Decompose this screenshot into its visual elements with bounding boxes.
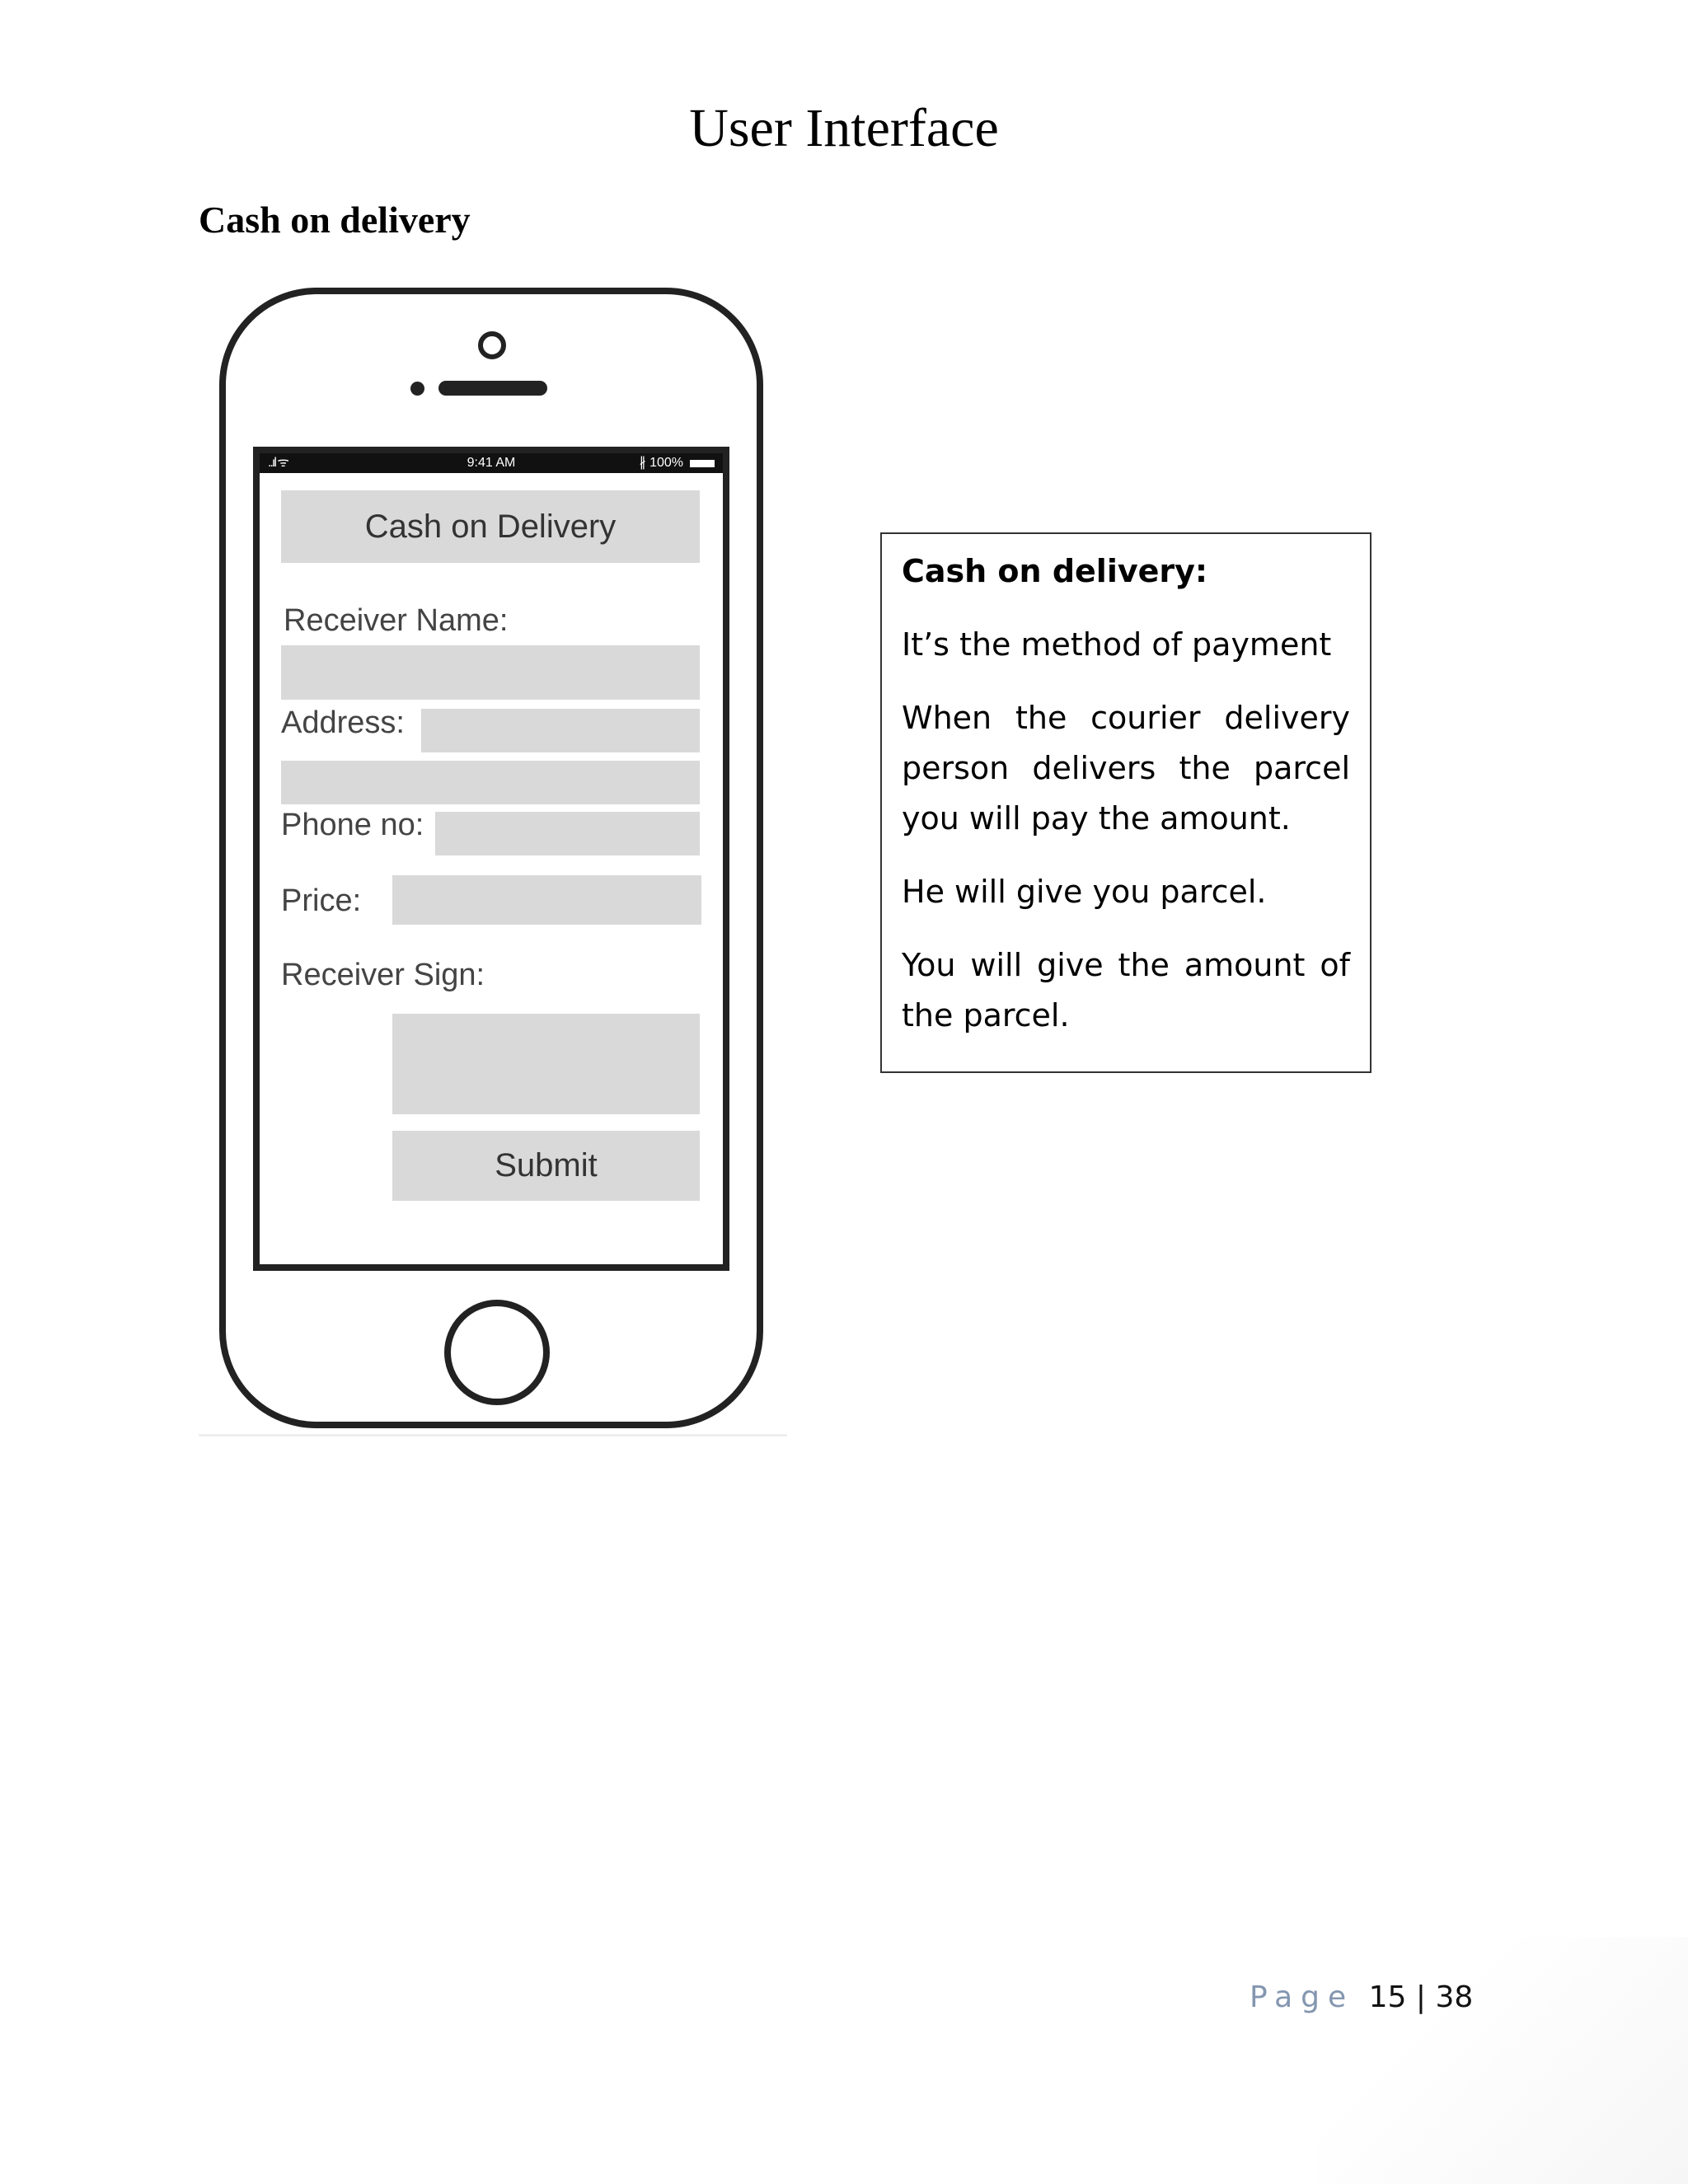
page-word: Page [1250, 1980, 1355, 2014]
page-corner-shade [1317, 1937, 1688, 2184]
battery-percent: ∦ 100% [639, 456, 683, 470]
phone-screen [253, 447, 729, 1271]
total-pages: 38 [1435, 1980, 1474, 2014]
address-input-line2[interactable] [281, 761, 700, 804]
battery-icon [690, 460, 715, 467]
receiver-sign-label: Receiver Sign: [281, 958, 485, 992]
page-title: User Interface [689, 98, 999, 158]
section-heading: Cash on delivery [199, 199, 471, 241]
address-input-line1[interactable] [421, 709, 700, 752]
speaker-icon [438, 381, 547, 396]
description-paragraph: He will give you parcel. [902, 874, 1267, 910]
status-time: 9:41 AM [467, 456, 516, 470]
app-header: Cash on Delivery [281, 490, 700, 563]
description-paragraph: You will give the amount of the parcel. [902, 947, 1350, 1033]
camera-icon [478, 331, 506, 359]
description-paragraph: It’s the method of payment [902, 626, 1332, 663]
status-bar [260, 453, 723, 473]
price-input[interactable] [392, 875, 701, 925]
receiver-name-label: Receiver Name: [284, 603, 509, 638]
page-separator: | [1415, 1980, 1427, 2014]
page-number: 15 [1368, 1980, 1407, 2014]
home-button[interactable] [444, 1300, 550, 1405]
price-label: Price: [281, 883, 362, 918]
sensor-icon [410, 382, 424, 396]
receiver-name-input[interactable] [281, 645, 700, 700]
phone-shadow-line [199, 1434, 787, 1436]
phone-label: Phone no: [281, 808, 424, 842]
description-title: Cash on delivery: [902, 553, 1208, 589]
submit-button[interactable]: Submit [392, 1131, 700, 1201]
phone-input[interactable] [435, 812, 700, 855]
description-box [880, 532, 1372, 1073]
address-label: Address: [281, 705, 405, 740]
signature-pad[interactable] [392, 1014, 700, 1114]
description-paragraph: When the courier delivery person delivers the parcel you will pay the amount. [902, 700, 1350, 837]
signal-wifi-icon: ..ıl ᯤ [268, 456, 288, 470]
page-footer [1250, 1980, 1473, 2014]
